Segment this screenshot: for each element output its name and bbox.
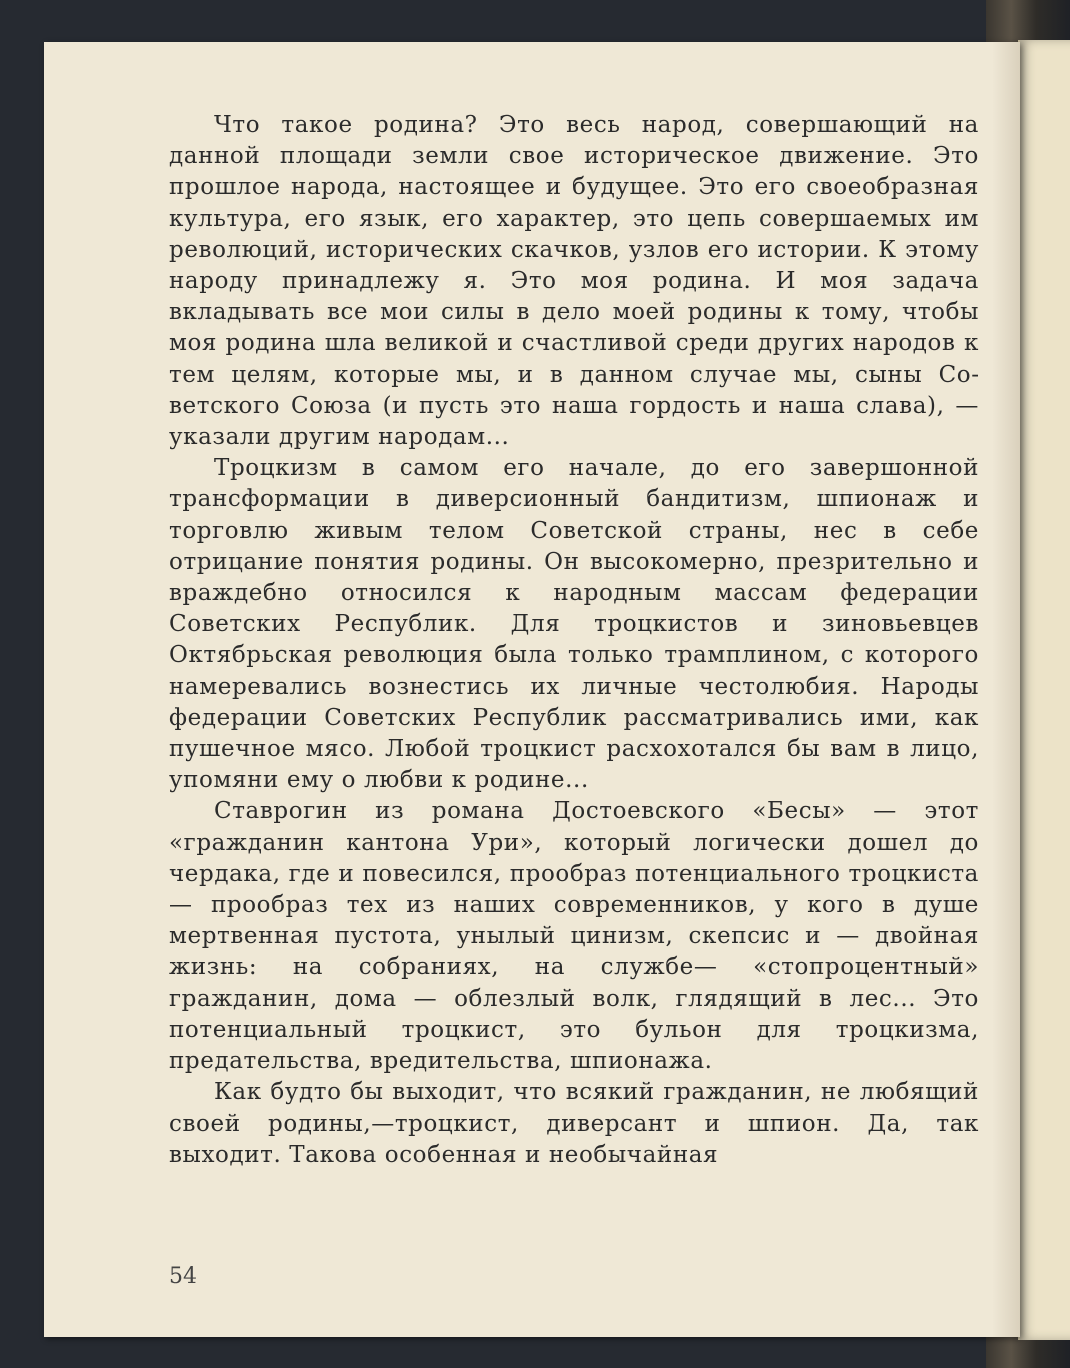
paragraph: Что такое родина? Это весь народ, совершающий на данной площади земли свое историческое движение. Это прошлое народа, настоящее и будущее. Это его своеобразная культура, его язык, его характер, это цепь совершаемых им революций, исторических скачков, узлов его истории. К этому народу принадлежу я. Это моя родина. И моя задача вкладывать все мои силы в дело моей родины к тому, чтобы моя родина шла великой и счастливой среди других народов к тем целям, которые мы, и в данном случае мы, сыны Советского Союза (и пусть это наша гордость и наша слава), — указали другим народам... [169,112,979,451]
book-page [44,42,1020,1337]
paragraph: Ставрогин из романа Достоевского «Бесы» — этот «гражданин кантона Ури», который логически дошел до чердака, где и повесился, прообраз потенциального троцкиста — прообраз тех из наших современников, у кого в душе мертвенная пустота, унылый цинизм, скепсис и — двойная жизнь: на собраниях, на службе— «стопроцентный» гражданин, дома — облезлый волк, глядящий в лес... Это потенциальный троцкист, это бульон для троцкизма, предательства, вредительства, шпионажа. [169,798,979,1075]
page-body-text [169,110,979,1171]
facing-page-edge [1018,40,1070,1340]
paragraph: Как будто бы выходит, что всякий гражданин, не любящий своей родины,—троцкист, диверсант и шпион. Да, так выходит. Такова особенная и необычайная [169,1079,979,1168]
page-number: 54 [169,1264,197,1289]
paragraph: Троцкизм в самом его начале, до его завершонной трансформации в диверсионный бандитизм, шпионаж и торговлю живым телом Советской страны, нес в себе отрицание понятия родины. Он высокомерно, презрительно и враждебно относился к народным массам федерации Советских Республик. Для троцкистов и зиновьевцев Октябрьская революция была только трамплином, с которого намеревались вознестись их личные честолюбия. Народы федерации Советских Республик рассматривались ими, как пушечное мясо. Любой троцкист расхохотался бы вам в лицо, упомяни ему о любви к родине... [169,455,979,794]
